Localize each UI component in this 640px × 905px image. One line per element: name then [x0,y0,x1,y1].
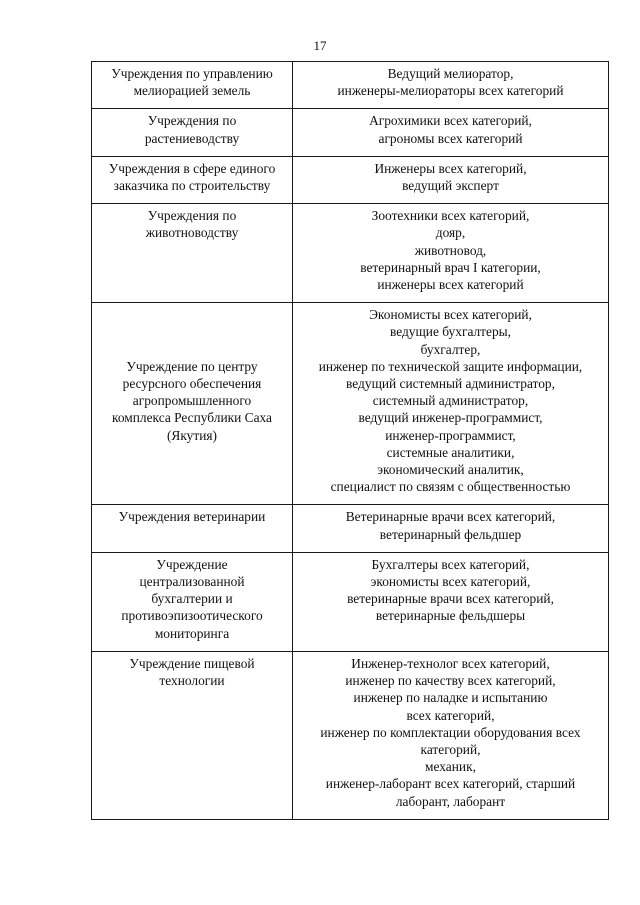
position-line: Бухгалтеры всех категорий, [371,556,530,572]
position-line: специалист по связям с общественностью [330,479,571,495]
position-line: инженер по качеству всех категорий, [345,673,556,689]
institution-line: противоэпизоотического [121,608,263,624]
position-line: Экономисты всех категорий, [369,307,532,323]
position-line: Инженеры всех категорий, [374,160,527,176]
table-row [92,109,609,156]
institution-cell [92,552,293,651]
position-line: ветеринарные врачи всех категорий, [347,591,554,607]
positions-cell [293,505,609,552]
position-line: всех категорий, [406,707,495,723]
position-line: Зоотехники всех категорий, [371,208,530,224]
institution-line: ресурсного обеспечения [122,376,262,392]
institution-line: бухгалтерии и [151,591,233,607]
institution-line: Учреждение [156,556,228,572]
institution-line: Учреждения ветеринарии [118,509,266,525]
position-line: Инженер-технолог всех категорий, [351,655,550,671]
institution-line: Учреждения в сфере единого [108,160,276,176]
institution-line: Учреждение по центру [126,358,258,374]
position-line: животновод, [414,242,487,258]
position-line: агрономы всех категорий [378,130,523,146]
position-line: системные аналитики, [386,444,515,460]
table-row [92,156,609,203]
institution-cell [92,505,293,552]
position-line: Ветеринарные врачи всех категорий, [345,509,556,525]
position-line: инженеры всех категорий [377,277,524,293]
institution-line: технологии [159,673,225,689]
position-line: механик, [425,759,476,775]
institution-line: растениеводству [144,130,240,146]
position-line: ветеринарный фельдшер [379,526,522,542]
positions-cell [293,109,609,156]
position-line: инженер по комплектации оборудования всех [320,724,581,740]
institution-line: Учреждения по управлению [111,66,273,81]
institution-cell [92,109,293,156]
institution-cell [92,651,293,819]
position-line: ведущий системный администратор, [346,376,555,392]
position-line: ведущий эксперт [402,178,499,194]
institution-line: животноводству [145,225,239,241]
position-line: инженер по наладке и испытанию [353,690,548,706]
institution-line: централизованной [139,574,245,590]
position-line: системный администратор, [372,393,529,409]
position-line: категорий, [420,741,481,757]
table-row [92,505,609,552]
positions-cell [293,62,609,109]
positions-cell [293,156,609,203]
institution-cell [92,303,293,505]
position-line: инженер-программист, [385,427,516,443]
position-line: экономисты всех категорий, [370,574,531,590]
institution-line: (Якутия) [166,427,218,443]
institution-line: комплекса Республики Саха [112,410,272,426]
institution-line: агропромышленного [132,393,252,409]
positions-cell [293,651,609,819]
institution-line: мониторинга [154,625,230,641]
positions-cell [293,204,609,303]
table-row [92,651,609,819]
position-line: ведущий инженер-программист, [358,410,543,426]
position-line: экономический аналитик, [377,462,524,478]
institution-cell [92,204,293,303]
position-line: инженер-лаборант всех категорий, старший [325,776,576,792]
institution-line: заказчика по строительству [113,178,271,194]
page-number: 17 [313,38,327,53]
position-line: инженер по технической защите информации, [318,358,583,374]
positions-cell [293,303,609,505]
institution-line: Учреждения по [147,208,237,224]
position-line: Ведущий мелиоратор, [387,66,514,81]
table-row [92,204,609,303]
position-line: Агрохимики всех категорий, [369,113,532,129]
positions-table [91,61,609,820]
institution-cell [92,156,293,203]
table-row [92,552,609,651]
position-line: дояр, [435,225,466,241]
institution-cell [92,62,293,109]
table-row [92,303,609,505]
position-line: ветеринарный врач I категории, [360,259,541,275]
position-line: бухгалтер, [420,341,481,357]
position-line: инженеры-мелиораторы всех категорий [337,83,564,99]
position-line: лаборант, лаборант [395,793,506,809]
institution-line: мелиорацией земель [133,83,251,99]
table-row [92,62,609,109]
institution-line: Учреждение пищевой [129,655,255,671]
position-line: ведущие бухгалтеры, [389,324,512,340]
institution-line: Учреждения по [147,113,237,129]
positions-cell [293,552,609,651]
position-line: ветеринарные фельдшеры [375,608,526,624]
